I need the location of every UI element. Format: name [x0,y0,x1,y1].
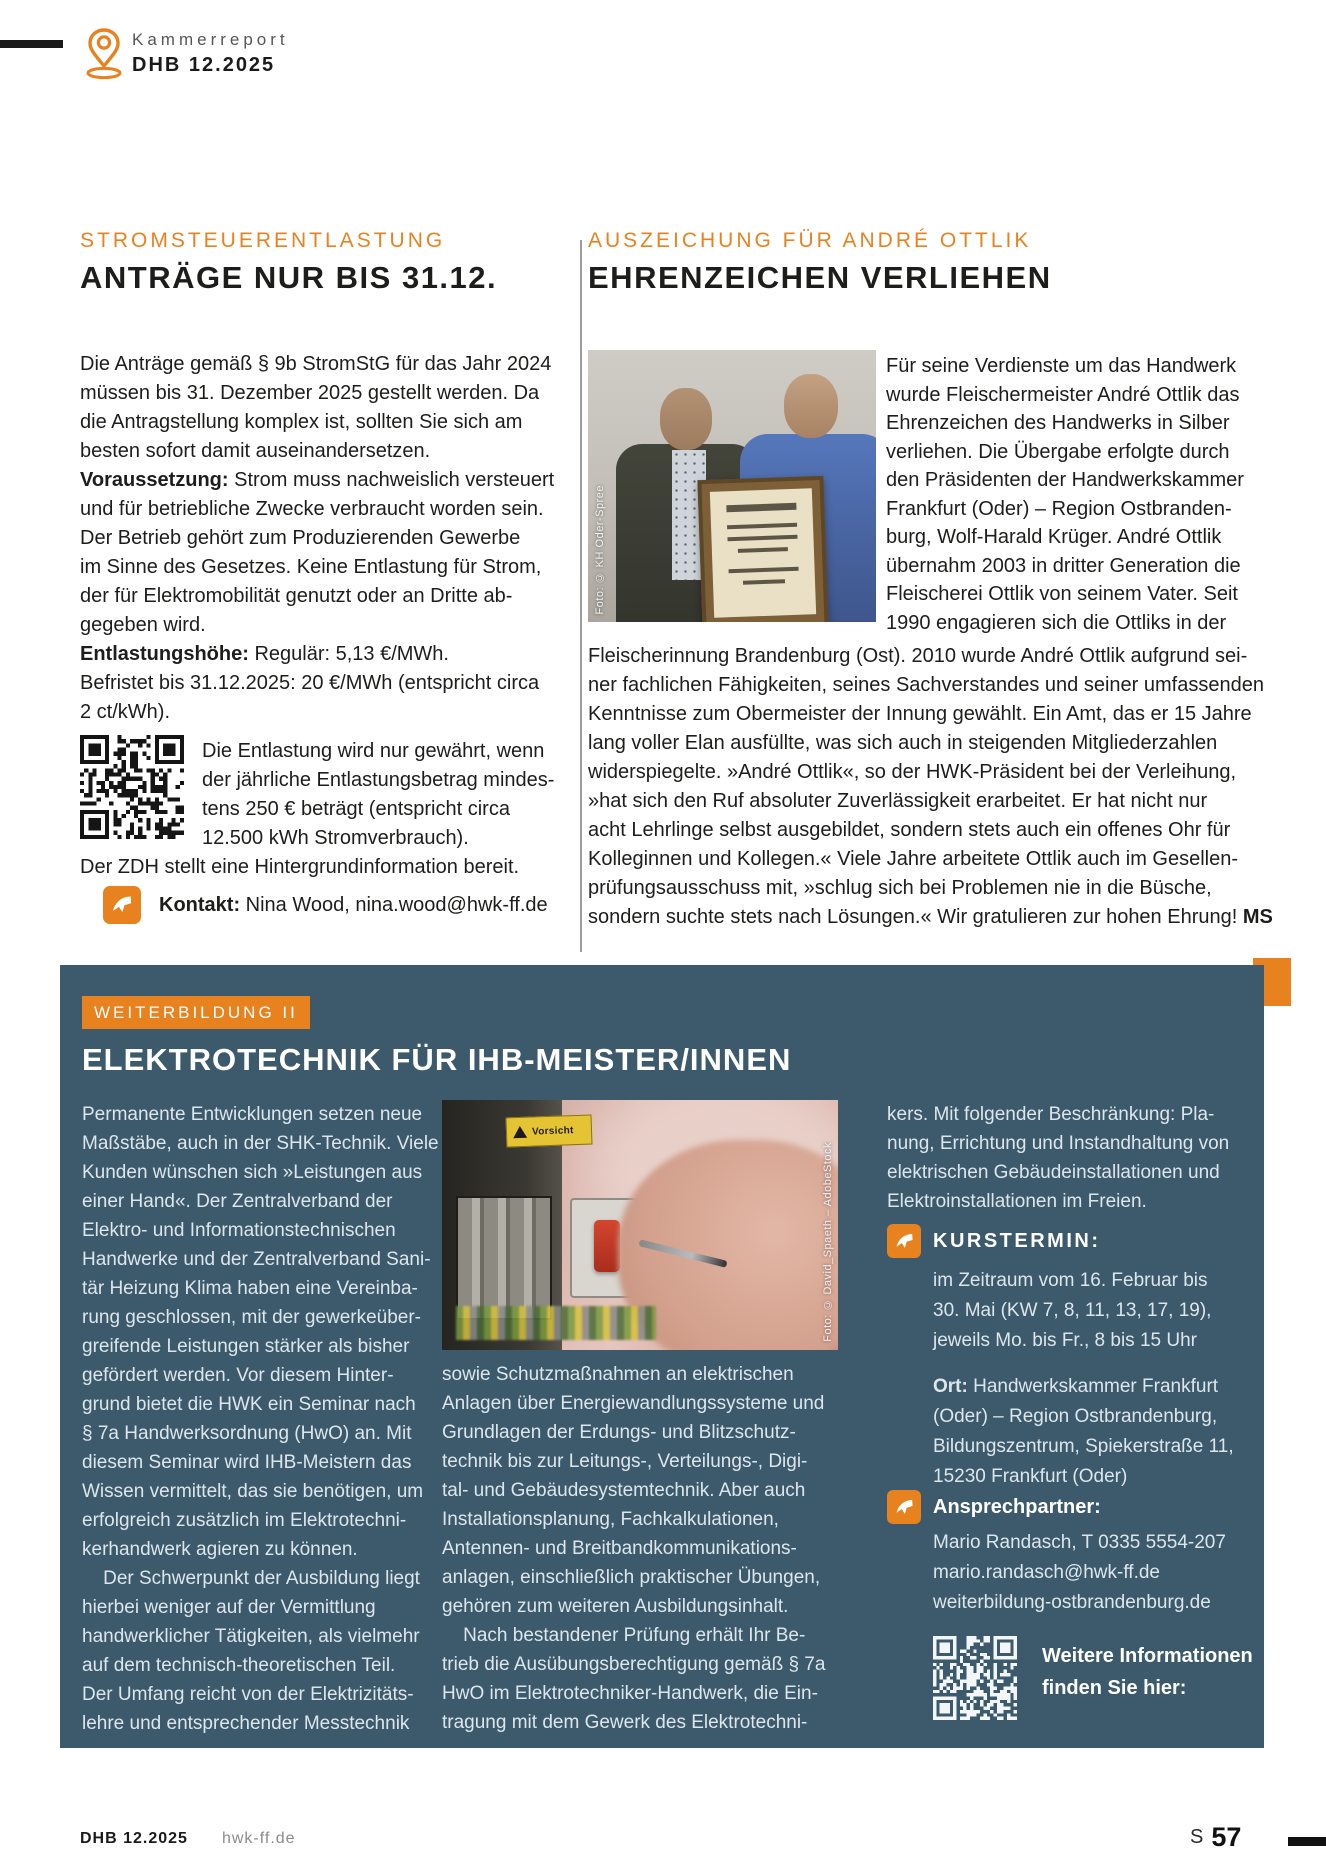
text-line: Bildungszentrum, Spiekerstraße 11, [933,1436,1234,1457]
right-article-headline: EHRENZEICHEN VERLIEHEN [588,260,1052,295]
wiring [456,1306,656,1340]
text-line: Installationsplanung, Fachkalkulationen, [442,1509,779,1530]
text-line: Fleischerinnung Brandenburg (Ost). 2010 wurde André Ottlik aufgrund sei- [588,645,1248,667]
text-line: weiterbildung-ostbrandenburg.de [933,1592,1211,1613]
text-line: technik bis zur Leitungs-, Verteilungs-, Digi- [442,1451,808,1472]
text-line: Kunden wünschen sich »Leistungen aus [82,1162,423,1183]
text-line: Ehrenzeichen des Handwerks in Silber [886,412,1230,434]
text-line: Anlagen über Energiewandlungssysteme und [442,1393,825,1414]
course-box-headline: ELEKTROTECHNIK FÜR IHB-MEISTER/INNEN [82,1042,792,1077]
text-line: Nach bestandener Prüfung erhält Ihr Be- [442,1625,806,1646]
text-line: Entlastungshöhe: Regulär: 5,13 €/MWh. [80,643,449,665]
text-line: einer Hand«. Der Zentralverband der [82,1191,393,1212]
text-line: Die Entlastung wird nur gewährt, wenn [202,740,545,762]
left-article-headline: ANTRÄGE NUR BIS 31.12. [80,260,498,295]
text-line: müssen bis 31. Dezember 2025 gestellt werden. Da [80,382,540,404]
text-line: Kenntnisse zum Obermeister der Innung gewählt. Ein Amt, das er 15 Jahre [588,703,1252,725]
text-line: acht Lehrlinge selbst ausgebildet, sondern stets auch ein offenes Ohr für [588,819,1231,841]
text-line: übernahm 2003 in dritter Generation die [886,554,1241,577]
ort-text [933,1372,1234,1492]
text-line: tär Heizung Klima haben eine Vereinba- [82,1278,418,1299]
course-col3-intro [887,1100,1229,1216]
course-col2-text [442,1360,825,1737]
text-line: Frankfurt (Oder) – Region Ostbranden- [886,497,1232,520]
qr-note-text [202,737,554,853]
text-line: widerspiegelte. »André Ottlik«, so der HWK-Präsident bei der Verleihung, [588,761,1237,783]
text-line: nung, Errichtung und Instandhaltung von [887,1133,1230,1154]
zdh-note [80,853,519,882]
text-line: greifende Leistungen stärker als bisher [82,1336,410,1357]
text-line: elektrischen Gebäudeinstallationen und [887,1162,1220,1183]
text-line: Der Betrieb gehört zum Produzierenden Gewerbe [80,527,521,549]
link-arrow-icon [887,1224,921,1258]
left-article-body [80,350,554,727]
man1-head [660,388,712,450]
warning-sticker [506,1115,593,1148]
text-line: den Präsidenten der Handwerkskammer [886,469,1244,491]
kurstermin-row [887,1224,1101,1258]
qr-caption [1042,1640,1253,1704]
footer-edge-rule [1288,1837,1326,1846]
text-line: Wissen vermittelt, das sie benötigen, um [82,1481,424,1502]
text-line: tens 250 € beträgt (entspricht circa [202,798,510,820]
text-line: 1990 engagieren sich die Ottliks in der [886,611,1227,634]
text-line: grund bietet die HWK ein Seminar nach [82,1394,416,1415]
text-line: Elektroinstallationen im Freien. [887,1191,1147,1212]
photo-credit: Foto: © KH Oder-Spree [594,484,606,614]
text-line: im Zeitraum vom 16. Februar bis [933,1270,1208,1291]
qr-code [933,1636,1017,1720]
column-divider [580,240,582,952]
text-line: 30. Mai (KW 7, 8, 11, 13, 17, 19), [933,1300,1212,1321]
man2-head [784,374,838,438]
text-line: tal- und Gebäudesystemtechnik. Aber auch [442,1480,806,1501]
text-line: Kolleginnen und Kollegen.« Viele Jahre arbeitete Ottlik auch im Gesellen- [588,848,1239,870]
text-line: rung geschlossen, mit der gewerkeüber- [82,1307,422,1328]
text-line: Antennen- und Breitbandkommunikations- [442,1538,797,1559]
footer [80,1830,296,1848]
text-line: Befristet bis 31.12.2025: 20 €/MWh (entspricht circa [80,672,540,694]
text-line: 15230 Frankfurt (Oder) [933,1466,1128,1487]
certificate-text-line [738,547,788,553]
page-prefix: S [1190,1826,1204,1848]
text-line: Der Umfang reicht von der Elektrizitäts- [82,1684,414,1705]
course-photo [442,1100,838,1350]
warning-triangle-icon [513,1126,527,1138]
ansprechpartner-text [933,1528,1226,1618]
page-number [1190,1822,1241,1853]
text-line: die Antragstellung komplex ist, sollten Sie sich am [80,411,523,433]
text-line: Ort: Handwerkskammer Frankfurt [933,1376,1219,1397]
red-lever [594,1220,620,1272]
text-line: (Oder) – Region Ostbrandenburg, [933,1406,1218,1427]
ansprechpartner-label: Ansprechpartner: [933,1495,1101,1518]
footer-website: hwk-ff.de [221,1830,296,1847]
certificate-frame [697,476,828,622]
text-line: der jährliche Entlastungsbetrag mindes- [202,769,555,791]
text-line: wurde Fleischermeister André Ottlik das [886,383,1240,406]
certificate-text-line [743,579,785,584]
text-line: tragung mit dem Gewerk des Elektrotechni- [442,1712,808,1733]
text-line: Mario Randasch, T 0335 5554-207 [933,1532,1226,1553]
text-line: Handwerke und der Zentralverband Sani- [82,1249,431,1270]
din-rail-modules [456,1196,552,1320]
text-line: sowie Schutzmaßnahmen an elektrischen [442,1364,794,1385]
text-line: lang voller Elan ausfüllte, was sich auch in steigenden Mitgliederzahlen [588,732,1218,754]
text-line: ner fachlichen Fähigkeiten, seines Sachverstandes und seiner umfassenden [588,674,1264,696]
award-photo [588,350,876,622]
text-line: der für Elektromobilität genutzt oder an Dritte ab- [80,585,513,607]
text-line: Für seine Verdienste um das Handwerk [886,355,1237,377]
text-line: Weitere Informationen [1042,1645,1253,1667]
text-line: jeweils Mo. bis Fr., 8 bis 15 Uhr [933,1330,1197,1351]
text-line: auf dem technisch-theoretischen Teil. [82,1655,396,1676]
text-line: gehören zum weiteren Ausbildungsinhalt. [442,1596,789,1617]
course-box-kicker: WEITERBILDUNG II [82,996,310,1029]
right-article-full-text [588,642,1273,932]
kurstermin-text [933,1266,1211,1356]
text-line: Elektro- und Informationstechnischen [82,1220,396,1241]
course-col1-text [82,1100,439,1738]
footer-issue: DHB 12.2025 [80,1830,188,1847]
warning-label: Vorsicht [531,1124,574,1138]
link-arrow-icon [103,886,141,924]
text-line: verliehen. Die Übergabe erfolgte durch [886,440,1230,463]
text-line: Maßstäbe, auch in der SHK-Technik. Viele [82,1133,439,1154]
text-line: gegeben wird. [80,614,206,636]
qr-code [80,735,184,839]
text-line: Kontakt: Nina Wood, nina.wood@hwk-ff.de [159,893,548,916]
certificate-text-line [727,523,797,529]
right-article-column-text [886,352,1244,637]
text-line: § 7a Handwerksordnung (HwO) an. Mit [82,1423,412,1444]
text-line: besten sofort damit auseinandersetzen. [80,440,431,462]
text-line: 2 ct/kWh). [80,701,171,723]
text-line: kerhandwerk agieren zu können. [82,1539,358,1560]
right-article-kicker: AUSZEICHUNG FÜR ANDRÉ OTTLIK [588,229,1032,252]
certificate-heading-line [726,503,796,512]
text-line: lehre und entsprechender Messtechnik [82,1713,410,1734]
kurstermin-label: KURSTERMIN: [933,1229,1101,1252]
text-line: gefördert werden. Vor diesem Hinter- [82,1365,394,1386]
text-line: Grundlagen der Erdungs- und Blitzschutz- [442,1422,796,1443]
page-edge-rule [0,40,63,48]
text-line: Der Schwerpunkt der Ausbildung liegt [82,1568,420,1589]
text-line: handwerklicher Tätigkeiten, als vielmehr [82,1626,420,1647]
certificate-text-line [729,567,799,573]
text-line: HwO im Elektrotechniker-Handwerk, die Ein- [442,1683,818,1704]
contact-text [159,891,548,920]
text-line: Der ZDH stellt eine Hintergrundinformation bereit. [80,856,520,878]
text-line: 12.500 kWh Stromverbrauch). [202,827,469,849]
text-line: burg, Wolf-Harald Krüger. André Ottlik [886,526,1222,548]
text-line: mario.randasch@hwk-ff.de [933,1562,1160,1583]
certificate-paper [710,488,816,617]
ansprechpartner-row [887,1490,1101,1524]
link-arrow-icon [887,1490,921,1524]
text-line: im Sinne des Gesetzes. Keine Entlastung für Strom, [80,556,542,578]
text-line: diesem Seminar wird IHB-Meistern das [82,1452,412,1473]
text-line: kers. Mit folgender Beschränkung: Pla- [887,1104,1215,1125]
contact-row [103,886,548,924]
certificate-text-line [727,535,797,541]
text-line: anlagen, einschließlich praktischer Übungen, [442,1567,821,1588]
text-line: Voraussetzung: Strom muss nachweislich versteuert [80,469,555,491]
text-line: erfolgreich zusätzlich im Elektrotechni- [82,1510,407,1531]
text-line: »hat sich den Ruf absoluter Zuverlässigkeit erarbeitet. Er hat nicht nur [588,790,1208,812]
text-line: prüfungsausschuss mit, »schlug sich bei Problemen nie in die Büsche, [588,877,1212,899]
text-line: und für betriebliche Zwecke verbraucht worden sein. [80,498,544,520]
text-line: sondern suchte stets nach Lösungen.« Wir gratulieren zur hohen Ehrung! MS [588,906,1273,928]
text-line: hierbei weniger auf der Vermittlung [82,1597,376,1618]
text-line: Fleischerei Ottlik von seinem Vater. Seit [886,583,1238,605]
issue-label: DHB 12.2025 [132,54,276,76]
page-number-value: 57 [1211,1822,1242,1852]
location-pin-icon [84,26,124,80]
brand-name: Kammerreport [132,30,289,49]
left-article-kicker: STROMSTEUERENTLASTUNG [80,229,446,252]
text-line: finden Sie hier: [1042,1677,1187,1699]
photo-credit: Foto: © David_Spaeth – AdobeStock [822,1142,834,1342]
text-line: trieb die Ausübungsberechtigung gemäß § 7a [442,1654,826,1675]
text-line: Die Anträge gemäß § 9b StromStG für das Jahr 2024 [80,353,552,375]
text-line: Permanente Entwicklungen setzen neue [82,1104,423,1125]
